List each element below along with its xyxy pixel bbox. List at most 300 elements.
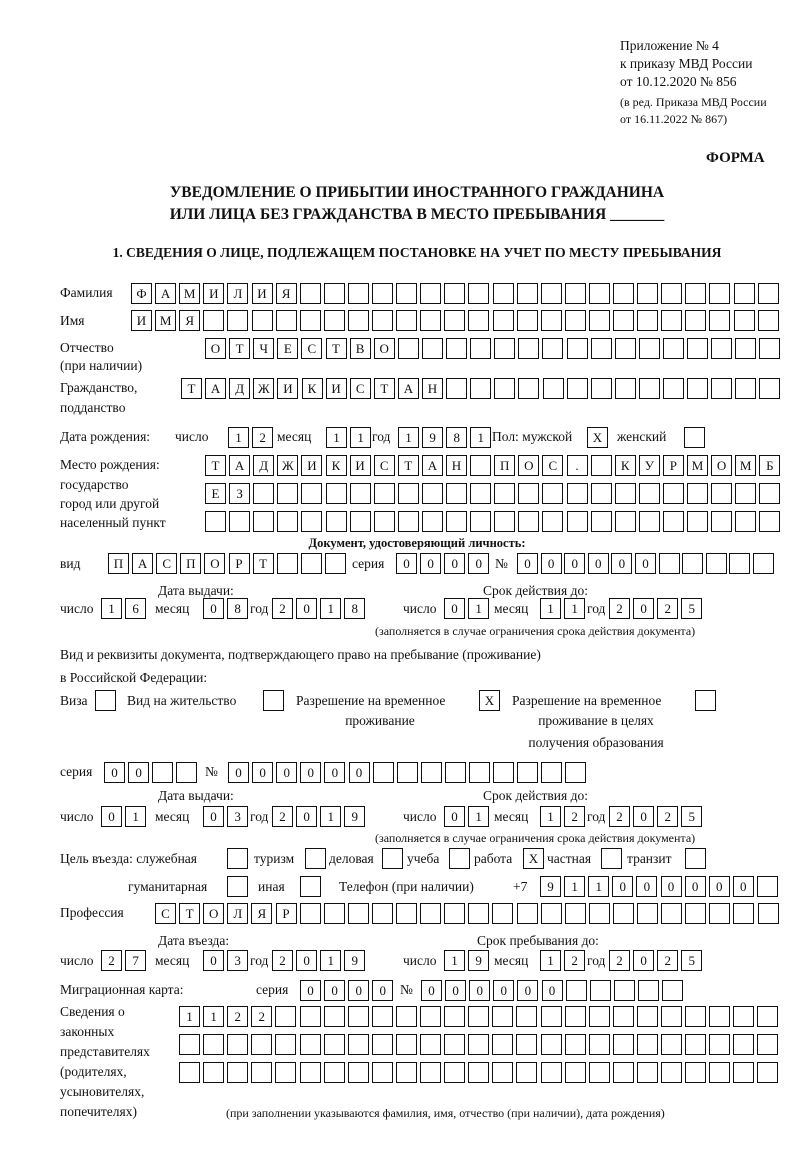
char-cell[interactable] xyxy=(711,338,732,359)
char-cell[interactable] xyxy=(685,1062,706,1083)
char-cell[interactable] xyxy=(276,310,297,331)
char-cell[interactable]: 1 xyxy=(540,950,561,971)
char-cell[interactable] xyxy=(709,1062,730,1083)
char-cell[interactable]: 1 xyxy=(468,598,489,619)
char-cell[interactable]: 0 xyxy=(445,980,466,1001)
char-cell[interactable] xyxy=(685,310,706,331)
char-cell[interactable] xyxy=(350,483,371,504)
char-cell[interactable] xyxy=(396,903,417,924)
char-cell[interactable]: 0 xyxy=(101,806,122,827)
char-cell[interactable] xyxy=(493,762,514,783)
char-cell[interactable] xyxy=(493,283,514,304)
char-cell[interactable]: 2 xyxy=(609,598,630,619)
char-cell[interactable]: 6 xyxy=(125,598,146,619)
char-cell[interactable] xyxy=(567,338,588,359)
char-cell[interactable]: З xyxy=(229,483,250,504)
char-cell[interactable] xyxy=(615,483,636,504)
char-cell[interactable] xyxy=(565,762,586,783)
char-cell[interactable] xyxy=(613,903,634,924)
char-cell[interactable]: Н xyxy=(422,378,443,399)
char-cell[interactable]: X xyxy=(479,690,500,711)
char-cell[interactable] xyxy=(300,1062,321,1083)
char-cell[interactable] xyxy=(591,378,612,399)
char-cell[interactable]: 1 xyxy=(320,806,341,827)
char-cell[interactable]: 2 xyxy=(272,806,293,827)
char-cell[interactable] xyxy=(372,1006,393,1027)
char-cell[interactable] xyxy=(348,310,369,331)
char-cell[interactable]: 0 xyxy=(685,876,706,897)
char-cell[interactable] xyxy=(494,483,515,504)
char-cell[interactable] xyxy=(374,483,395,504)
char-cell[interactable] xyxy=(687,378,708,399)
char-cell[interactable] xyxy=(591,338,612,359)
char-cell[interactable] xyxy=(639,483,660,504)
char-cell[interactable] xyxy=(348,1006,369,1027)
char-cell[interactable] xyxy=(446,338,467,359)
char-cell[interactable] xyxy=(733,1062,754,1083)
char-cell[interactable]: П xyxy=(108,553,129,574)
char-cell[interactable] xyxy=(494,378,515,399)
char-cell[interactable]: 0 xyxy=(252,762,273,783)
char-cell[interactable] xyxy=(398,483,419,504)
char-cell[interactable]: 0 xyxy=(611,553,632,574)
char-cell[interactable]: 0 xyxy=(203,598,224,619)
char-cell[interactable] xyxy=(373,762,394,783)
char-cell[interactable]: О xyxy=(711,455,732,476)
char-cell[interactable] xyxy=(663,378,684,399)
char-cell[interactable] xyxy=(685,848,706,869)
char-cell[interactable] xyxy=(661,1062,682,1083)
char-cell[interactable] xyxy=(709,903,730,924)
char-cell[interactable] xyxy=(492,1062,513,1083)
char-cell[interactable]: 2 xyxy=(657,806,678,827)
char-cell[interactable] xyxy=(565,310,586,331)
char-cell[interactable] xyxy=(516,1006,537,1027)
char-cell[interactable] xyxy=(374,511,395,532)
char-cell[interactable]: Л xyxy=(227,283,248,304)
char-cell[interactable] xyxy=(709,1006,730,1027)
char-cell[interactable] xyxy=(614,980,635,1001)
char-cell[interactable]: 8 xyxy=(227,598,248,619)
char-cell[interactable]: Л xyxy=(227,903,248,924)
char-cell[interactable] xyxy=(541,903,562,924)
char-cell[interactable]: 8 xyxy=(344,598,365,619)
char-cell[interactable] xyxy=(398,511,419,532)
char-cell[interactable] xyxy=(420,1006,441,1027)
char-cell[interactable] xyxy=(591,511,612,532)
char-cell[interactable] xyxy=(729,553,750,574)
char-cell[interactable]: Р xyxy=(663,455,684,476)
char-cell[interactable]: Т xyxy=(374,378,395,399)
char-cell[interactable]: А xyxy=(229,455,250,476)
char-cell[interactable] xyxy=(444,903,465,924)
char-cell[interactable] xyxy=(372,1034,393,1055)
char-cell[interactable] xyxy=(301,483,322,504)
char-cell[interactable]: У xyxy=(639,455,660,476)
char-cell[interactable]: Е xyxy=(277,338,298,359)
char-cell[interactable] xyxy=(589,283,610,304)
char-cell[interactable]: К xyxy=(326,455,347,476)
char-cell[interactable] xyxy=(205,511,226,532)
char-cell[interactable]: 0 xyxy=(296,598,317,619)
char-cell[interactable]: Д xyxy=(253,455,274,476)
char-cell[interactable] xyxy=(492,1006,513,1027)
char-cell[interactable] xyxy=(176,762,197,783)
char-cell[interactable]: 0 xyxy=(348,980,369,1001)
char-cell[interactable] xyxy=(687,338,708,359)
char-cell[interactable]: 2 xyxy=(657,950,678,971)
char-cell[interactable] xyxy=(613,1062,634,1083)
char-cell[interactable]: Д xyxy=(229,378,250,399)
char-cell[interactable] xyxy=(687,511,708,532)
char-cell[interactable]: 2 xyxy=(609,950,630,971)
char-cell[interactable] xyxy=(300,1034,321,1055)
char-cell[interactable] xyxy=(518,378,539,399)
char-cell[interactable]: 9 xyxy=(468,950,489,971)
char-cell[interactable]: 0 xyxy=(324,762,345,783)
char-cell[interactable]: 0 xyxy=(372,980,393,1001)
char-cell[interactable]: 1 xyxy=(468,806,489,827)
char-cell[interactable]: 0 xyxy=(296,950,317,971)
char-cell[interactable] xyxy=(446,378,467,399)
char-cell[interactable] xyxy=(734,310,755,331)
char-cell[interactable]: 0 xyxy=(300,762,321,783)
char-cell[interactable]: И xyxy=(301,455,322,476)
char-cell[interactable] xyxy=(449,848,470,869)
char-cell[interactable] xyxy=(567,378,588,399)
char-cell[interactable] xyxy=(589,1034,610,1055)
char-cell[interactable] xyxy=(350,511,371,532)
char-cell[interactable]: 0 xyxy=(420,553,441,574)
char-cell[interactable] xyxy=(639,378,660,399)
char-cell[interactable] xyxy=(446,483,467,504)
char-cell[interactable] xyxy=(613,1034,634,1055)
char-cell[interactable] xyxy=(468,1006,489,1027)
char-cell[interactable]: Т xyxy=(179,903,200,924)
char-cell[interactable] xyxy=(567,483,588,504)
char-cell[interactable] xyxy=(711,511,732,532)
char-cell[interactable] xyxy=(541,310,562,331)
char-cell[interactable]: 0 xyxy=(104,762,125,783)
char-cell[interactable]: 0 xyxy=(203,806,224,827)
char-cell[interactable] xyxy=(444,1034,465,1055)
char-cell[interactable]: Ж xyxy=(253,378,274,399)
char-cell[interactable] xyxy=(277,483,298,504)
char-cell[interactable]: К xyxy=(302,378,323,399)
char-cell[interactable]: А xyxy=(132,553,153,574)
char-cell[interactable]: 5 xyxy=(681,950,702,971)
char-cell[interactable] xyxy=(759,511,780,532)
char-cell[interactable]: Ф xyxy=(131,283,152,304)
char-cell[interactable] xyxy=(733,1006,754,1027)
char-cell[interactable]: 0 xyxy=(517,980,538,1001)
char-cell[interactable] xyxy=(709,1034,730,1055)
char-cell[interactable]: 0 xyxy=(493,980,514,1001)
char-cell[interactable]: 1 xyxy=(320,598,341,619)
char-cell[interactable] xyxy=(324,903,345,924)
char-cell[interactable] xyxy=(444,310,465,331)
char-cell[interactable] xyxy=(637,1006,658,1027)
char-cell[interactable]: О xyxy=(374,338,395,359)
char-cell[interactable] xyxy=(324,1006,345,1027)
char-cell[interactable] xyxy=(567,511,588,532)
char-cell[interactable]: 0 xyxy=(661,876,682,897)
char-cell[interactable] xyxy=(227,1034,248,1055)
char-cell[interactable]: 1 xyxy=(564,876,585,897)
char-cell[interactable]: 3 xyxy=(227,950,248,971)
char-cell[interactable] xyxy=(757,1062,778,1083)
char-cell[interactable]: 9 xyxy=(540,876,561,897)
char-cell[interactable]: О xyxy=(205,338,226,359)
char-cell[interactable] xyxy=(735,378,756,399)
char-cell[interactable] xyxy=(541,1062,562,1083)
char-cell[interactable]: Т xyxy=(253,553,274,574)
char-cell[interactable] xyxy=(565,903,586,924)
char-cell[interactable] xyxy=(684,427,705,448)
char-cell[interactable] xyxy=(300,1006,321,1027)
char-cell[interactable]: 1 xyxy=(101,598,122,619)
char-cell[interactable]: 0 xyxy=(203,950,224,971)
char-cell[interactable] xyxy=(695,690,716,711)
char-cell[interactable]: 2 xyxy=(609,806,630,827)
char-cell[interactable] xyxy=(637,283,658,304)
char-cell[interactable]: 3 xyxy=(227,806,248,827)
char-cell[interactable]: О xyxy=(518,455,539,476)
char-cell[interactable] xyxy=(324,310,345,331)
char-cell[interactable] xyxy=(589,1006,610,1027)
char-cell[interactable] xyxy=(590,980,611,1001)
char-cell[interactable]: 1 xyxy=(470,427,491,448)
char-cell[interactable] xyxy=(685,1006,706,1027)
char-cell[interactable]: 2 xyxy=(101,950,122,971)
char-cell[interactable] xyxy=(470,378,491,399)
char-cell[interactable]: 0 xyxy=(396,553,417,574)
char-cell[interactable] xyxy=(372,903,393,924)
char-cell[interactable]: 1 xyxy=(228,427,249,448)
char-cell[interactable] xyxy=(420,903,441,924)
char-cell[interactable]: 7 xyxy=(125,950,146,971)
char-cell[interactable] xyxy=(565,283,586,304)
char-cell[interactable] xyxy=(758,283,779,304)
char-cell[interactable]: 0 xyxy=(444,598,465,619)
char-cell[interactable] xyxy=(758,310,779,331)
char-cell[interactable]: 1 xyxy=(326,427,347,448)
char-cell[interactable]: 0 xyxy=(324,980,345,1001)
char-cell[interactable] xyxy=(372,1062,393,1083)
char-cell[interactable] xyxy=(685,903,706,924)
char-cell[interactable]: X xyxy=(587,427,608,448)
char-cell[interactable]: 0 xyxy=(444,806,465,827)
char-cell[interactable] xyxy=(543,378,564,399)
char-cell[interactable] xyxy=(468,903,489,924)
char-cell[interactable] xyxy=(275,1006,296,1027)
char-cell[interactable] xyxy=(517,762,538,783)
char-cell[interactable]: Т xyxy=(181,378,202,399)
char-cell[interactable] xyxy=(251,1062,272,1083)
char-cell[interactable] xyxy=(348,1034,369,1055)
char-cell[interactable] xyxy=(326,483,347,504)
char-cell[interactable]: 0 xyxy=(296,806,317,827)
char-cell[interactable]: 1 xyxy=(444,950,465,971)
char-cell[interactable] xyxy=(422,511,443,532)
char-cell[interactable]: 9 xyxy=(344,950,365,971)
char-cell[interactable]: 0 xyxy=(128,762,149,783)
char-cell[interactable]: 2 xyxy=(252,427,273,448)
char-cell[interactable] xyxy=(589,1062,610,1083)
char-cell[interactable] xyxy=(468,283,489,304)
char-cell[interactable]: 2 xyxy=(272,598,293,619)
char-cell[interactable] xyxy=(305,848,326,869)
char-cell[interactable]: К xyxy=(615,455,636,476)
char-cell[interactable]: А xyxy=(155,283,176,304)
char-cell[interactable]: 2 xyxy=(251,1006,272,1027)
char-cell[interactable] xyxy=(734,283,755,304)
char-cell[interactable] xyxy=(613,283,634,304)
char-cell[interactable]: Я xyxy=(179,310,200,331)
char-cell[interactable] xyxy=(517,283,538,304)
char-cell[interactable] xyxy=(663,338,684,359)
char-cell[interactable] xyxy=(470,338,491,359)
char-cell[interactable]: С xyxy=(374,455,395,476)
char-cell[interactable] xyxy=(639,511,660,532)
char-cell[interactable] xyxy=(518,511,539,532)
char-cell[interactable]: 1 xyxy=(203,1006,224,1027)
char-cell[interactable] xyxy=(468,1062,489,1083)
char-cell[interactable] xyxy=(324,1034,345,1055)
char-cell[interactable]: 2 xyxy=(272,950,293,971)
char-cell[interactable]: 1 xyxy=(350,427,371,448)
char-cell[interactable] xyxy=(637,903,658,924)
char-cell[interactable] xyxy=(325,553,346,574)
char-cell[interactable] xyxy=(253,483,274,504)
char-cell[interactable]: 0 xyxy=(444,553,465,574)
char-cell[interactable] xyxy=(446,511,467,532)
char-cell[interactable] xyxy=(685,283,706,304)
char-cell[interactable] xyxy=(324,1062,345,1083)
char-cell[interactable] xyxy=(277,553,298,574)
char-cell[interactable] xyxy=(517,310,538,331)
char-cell[interactable]: Р xyxy=(229,553,250,574)
char-cell[interactable] xyxy=(277,511,298,532)
char-cell[interactable] xyxy=(396,1062,417,1083)
char-cell[interactable]: М xyxy=(687,455,708,476)
char-cell[interactable]: 9 xyxy=(344,806,365,827)
char-cell[interactable]: 8 xyxy=(446,427,467,448)
char-cell[interactable]: И xyxy=(350,455,371,476)
char-cell[interactable] xyxy=(759,483,780,504)
char-cell[interactable]: 0 xyxy=(469,980,490,1001)
char-cell[interactable] xyxy=(541,1034,562,1055)
char-cell[interactable] xyxy=(661,283,682,304)
char-cell[interactable]: С xyxy=(542,455,563,476)
char-cell[interactable]: 0 xyxy=(636,876,657,897)
char-cell[interactable] xyxy=(227,310,248,331)
char-cell[interactable] xyxy=(421,762,442,783)
char-cell[interactable] xyxy=(565,1034,586,1055)
char-cell[interactable] xyxy=(326,511,347,532)
char-cell[interactable] xyxy=(229,511,250,532)
char-cell[interactable]: О xyxy=(203,903,224,924)
char-cell[interactable] xyxy=(275,1034,296,1055)
char-cell[interactable] xyxy=(227,876,248,897)
char-cell[interactable] xyxy=(711,378,732,399)
char-cell[interactable]: 0 xyxy=(276,762,297,783)
char-cell[interactable] xyxy=(470,483,491,504)
char-cell[interactable] xyxy=(735,483,756,504)
char-cell[interactable] xyxy=(203,1034,224,1055)
char-cell[interactable]: М xyxy=(179,283,200,304)
char-cell[interactable] xyxy=(687,483,708,504)
char-cell[interactable]: 0 xyxy=(633,806,654,827)
char-cell[interactable]: Ч xyxy=(253,338,274,359)
char-cell[interactable]: 0 xyxy=(633,598,654,619)
char-cell[interactable]: 1 xyxy=(564,598,585,619)
char-cell[interactable] xyxy=(494,511,515,532)
char-cell[interactable] xyxy=(494,338,515,359)
char-cell[interactable]: X xyxy=(523,848,544,869)
char-cell[interactable] xyxy=(759,338,780,359)
char-cell[interactable]: Т xyxy=(205,455,226,476)
char-cell[interactable] xyxy=(420,1034,441,1055)
char-cell[interactable]: И xyxy=(277,378,298,399)
char-cell[interactable]: С xyxy=(350,378,371,399)
char-cell[interactable] xyxy=(541,762,562,783)
char-cell[interactable]: 0 xyxy=(349,762,370,783)
char-cell[interactable]: 0 xyxy=(421,980,442,1001)
char-cell[interactable]: 0 xyxy=(588,553,609,574)
char-cell[interactable] xyxy=(300,283,321,304)
char-cell[interactable]: 1 xyxy=(320,950,341,971)
char-cell[interactable] xyxy=(348,1062,369,1083)
char-cell[interactable] xyxy=(565,1006,586,1027)
char-cell[interactable] xyxy=(589,310,610,331)
char-cell[interactable] xyxy=(733,903,754,924)
char-cell[interactable]: 2 xyxy=(564,950,585,971)
char-cell[interactable] xyxy=(759,378,780,399)
char-cell[interactable]: П xyxy=(180,553,201,574)
char-cell[interactable] xyxy=(638,980,659,1001)
char-cell[interactable] xyxy=(179,1034,200,1055)
char-cell[interactable]: С xyxy=(155,903,176,924)
char-cell[interactable]: М xyxy=(735,455,756,476)
char-cell[interactable] xyxy=(263,690,284,711)
char-cell[interactable] xyxy=(396,1034,417,1055)
char-cell[interactable]: 0 xyxy=(635,553,656,574)
char-cell[interactable] xyxy=(613,310,634,331)
char-cell[interactable] xyxy=(589,903,610,924)
char-cell[interactable] xyxy=(382,848,403,869)
char-cell[interactable]: Т xyxy=(398,455,419,476)
char-cell[interactable] xyxy=(757,1006,778,1027)
char-cell[interactable] xyxy=(661,1006,682,1027)
char-cell[interactable]: С xyxy=(301,338,322,359)
char-cell[interactable] xyxy=(300,903,321,924)
char-cell[interactable] xyxy=(372,283,393,304)
char-cell[interactable]: Я xyxy=(251,903,272,924)
char-cell[interactable]: Е xyxy=(205,483,226,504)
char-cell[interactable] xyxy=(300,310,321,331)
char-cell[interactable] xyxy=(444,1006,465,1027)
char-cell[interactable] xyxy=(518,483,539,504)
char-cell[interactable]: 1 xyxy=(398,427,419,448)
char-cell[interactable] xyxy=(422,338,443,359)
char-cell[interactable] xyxy=(518,338,539,359)
char-cell[interactable] xyxy=(422,483,443,504)
char-cell[interactable]: 2 xyxy=(657,598,678,619)
char-cell[interactable] xyxy=(613,1006,634,1027)
char-cell[interactable]: 1 xyxy=(540,598,561,619)
char-cell[interactable] xyxy=(735,338,756,359)
